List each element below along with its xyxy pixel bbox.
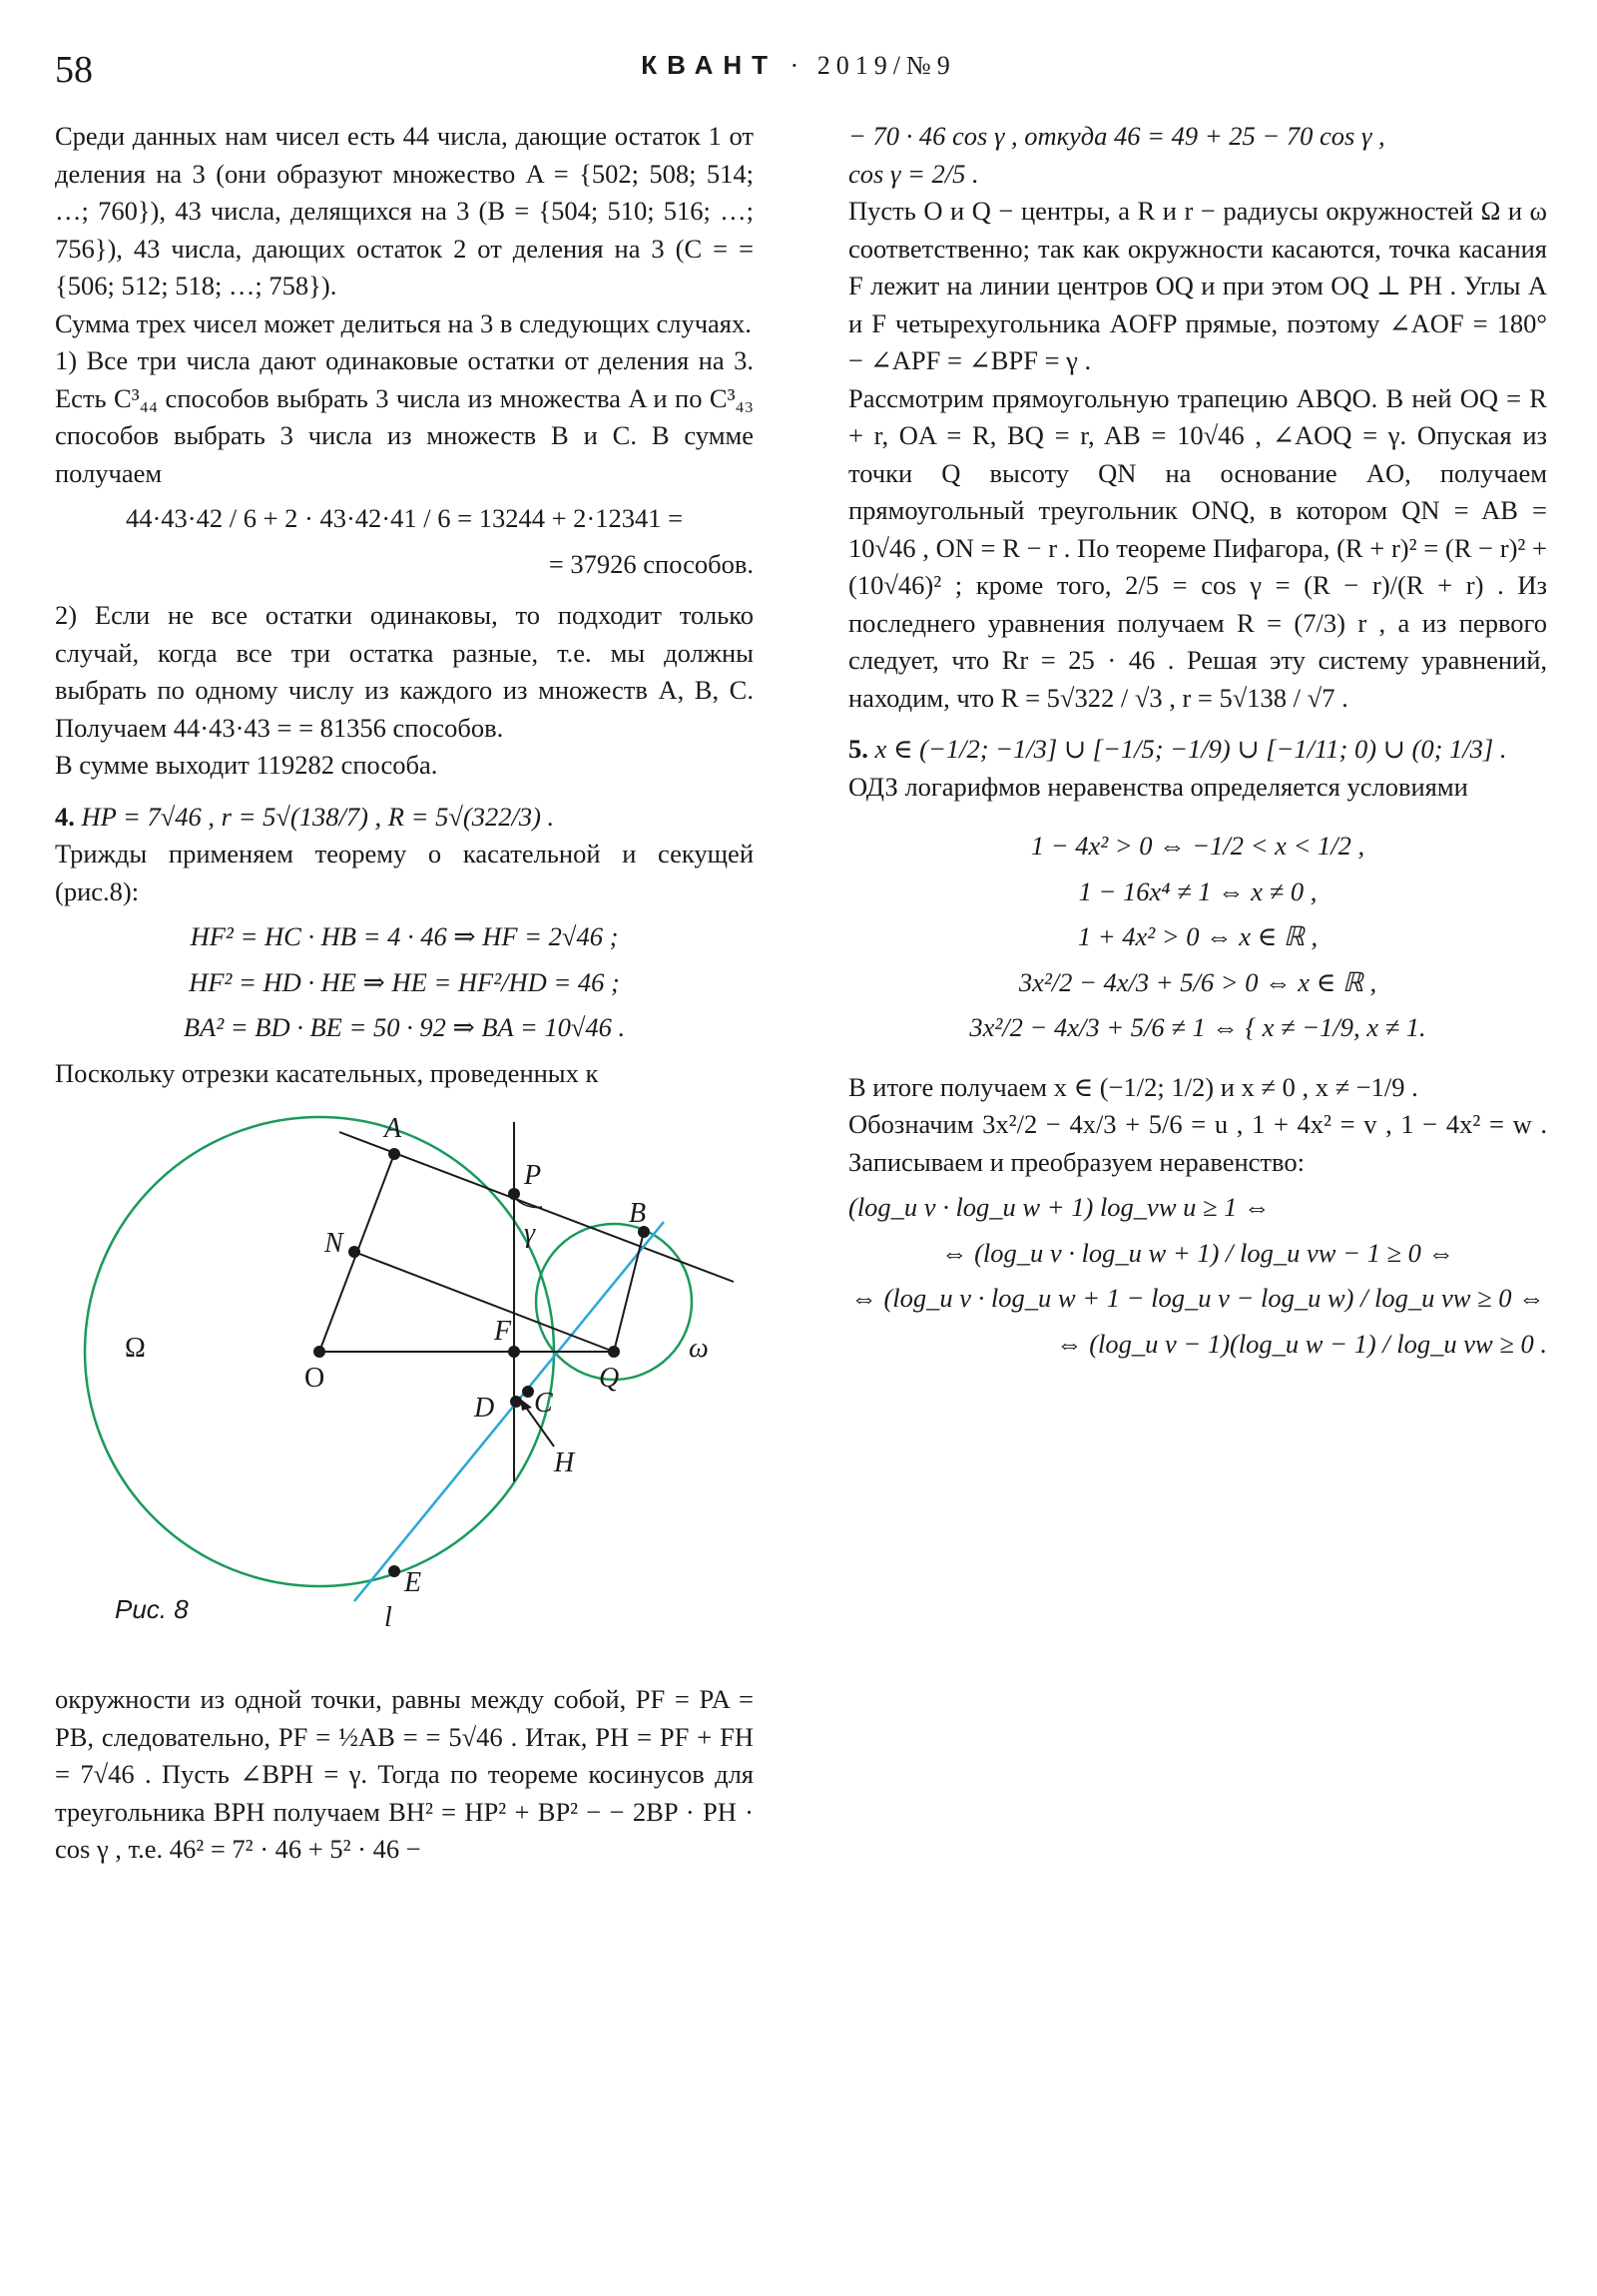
paragraph-case-1: 1) Все три числа дают одинаковые остатки от деления на 3. Есть C³₄₄ способов выбрать 3 числа из множества A и по C³₄₃ способов выбрать 3 числа из множеств B и C. В сумме получаем xyxy=(55,345,754,488)
figure-caption: Рис. 8 xyxy=(115,1594,189,1624)
inequality-1: (log_u v · log_u w + 1) log_vw u ≥ 1 ⇔ xyxy=(848,1192,1271,1222)
point-e xyxy=(388,1565,400,1577)
label-d: D xyxy=(474,1393,495,1424)
formula-cos-gamma: cos γ = 2/5 . xyxy=(848,158,979,189)
point-p xyxy=(508,1188,520,1200)
point-f xyxy=(508,1346,520,1358)
paragraph-sets: Среди данных нам чисел есть 44 числа, дающие остаток 1 от деления на 3 (они образуют множество A = {502; 508; 514; …; 760}), 43 числа, делящихся на 3 (B = {504; 510; 516; …; 756}), 43 числа, дающих остаток 2 от деления на 3 (C = = {506; 512; 518; …; 758}). xyxy=(55,121,754,300)
label-b: B xyxy=(629,1198,647,1229)
formula-combinations: 44·43·42 / 6 + 2 · 43·42·41 / 6 = 13244 + 2·12341 = xyxy=(125,503,684,533)
point-d xyxy=(510,1396,522,1408)
answer-5-text: x ∈ (−1/2; −1/3] ∪ [−1/5; −1/9) ∪ [−1/11; 0) ∪ (0; 1/3] . xyxy=(874,734,1507,764)
figure-8-drawing xyxy=(55,1102,754,1641)
label-f: F xyxy=(494,1316,512,1347)
paragraph-trapezoid: Рассмотрим прямоугольную трапецию ABQO. В ней OQ = R + r, OA = R, BQ = r, AB = 10√46 , ∠AOQ = γ. Опуская из точки Q высоту QN на основание AO, получаем прямоугольный треугольник ONQ, в котором QN = AB = 10√46 , ON = R − r . По теореме Пифагора, (R + r)² = (R − r)² + (10√46)² ; кроме того, 2/5 = cos γ = (R − r)/(R + r) . Из последнего уравнения получаем R = (7/3) r , а из первого следует, что Rr = 25 · 46 . Решая эту систему уравнений, находим, что R = 5√322 / √3 , r = 5√138 / √7 . xyxy=(848,382,1547,713)
condition-4: 3x²/2 − 4x/3 + 5/6 > 0 ⇔ x ∈ ℝ , xyxy=(1018,966,1377,997)
label-omega-small: ω xyxy=(689,1333,709,1364)
answer-4-label: 4. xyxy=(55,801,75,832)
answer-4 xyxy=(55,799,754,837)
formula-he: HF² = HD · HE ⇒ HE = HF²/HD = 46 ; xyxy=(189,966,620,997)
label-n: N xyxy=(324,1228,343,1259)
journal-issue: · 2019/№9 xyxy=(790,51,956,80)
point-c xyxy=(522,1386,534,1398)
point-n xyxy=(348,1246,360,1258)
point-q xyxy=(608,1346,620,1358)
label-h: H xyxy=(554,1447,575,1478)
label-gamma: γ xyxy=(524,1218,536,1249)
journal-title: КВАНТ xyxy=(641,50,779,80)
answer-4-text: HP = 7√46 , r = 5√(138/7) , R = 5√(322/3) . xyxy=(81,801,555,832)
segment-nq xyxy=(354,1252,614,1352)
inequality-4: ⇔ (log_u v − 1)(log_u w − 1) / log_u vw ≥ 0 . xyxy=(1056,1328,1547,1359)
paragraph-domain-result: В итоге получаем x ∈ (−1/2; 1/2) и x ≠ 0 , x ≠ −1/9 . xyxy=(848,1071,1418,1102)
paragraph-tangent-segments: Поскольку отрезки касательных, проведенных к xyxy=(55,1057,599,1088)
paragraph-case-2: 2) Если не все остатки одинаковы, то подходит только случай, когда все три остатка разные, т.е. мы должны выбрать по одному числу из каждого из множеств A, B, C. Получаем 44·43·43 = = 81356 способов. xyxy=(55,600,754,743)
inequality-3: ⇔ (log_u v · log_u w + 1 − log_u v − log_u w) / log_u vw ≥ 0 ⇔ xyxy=(850,1283,1545,1313)
point-o xyxy=(313,1346,325,1358)
formula-ba: BA² = BD · BE = 50 · 92 ⇒ BA = 10√46 . xyxy=(183,1012,626,1042)
label-a: A xyxy=(384,1113,402,1144)
condition-1: 1 − 4x² > 0 ⇔ −1/2 < x < 1/2 , xyxy=(1030,831,1365,861)
paragraph-cases: Сумма трех чисел может делиться на 3 в следующих случаях. xyxy=(55,307,752,338)
label-c: C xyxy=(534,1388,553,1419)
label-q: Q xyxy=(599,1363,620,1394)
formula-hf: HF² = HC · HB = 4 · 46 ⇒ HF = 2√46 ; xyxy=(190,921,619,951)
right-column xyxy=(848,118,1547,1371)
paragraph-substitution: Обозначим 3x²/2 − 4x/3 + 5/6 = u , 1 + 4x² = v , 1 − 4x² = w . Записываем и преобразуем неравенство: xyxy=(848,1109,1547,1177)
figure-8 xyxy=(55,1102,754,1681)
label-p: P xyxy=(524,1160,542,1191)
journal-masthead xyxy=(55,50,1542,81)
angle-gamma-arc xyxy=(514,1197,542,1207)
condition-2: 1 − 16x⁴ ≠ 1 ⇔ x ≠ 0 , xyxy=(1078,875,1318,906)
condition-3: 1 + 4x² > 0 ⇔ x ∈ ℝ , xyxy=(1077,921,1319,951)
formula-cos-derivation: − 70 · 46 cos γ , откуда 46 = 49 + 25 − 70 cos γ , xyxy=(848,121,1385,151)
paragraph-total: В сумме выходит 119282 способа. xyxy=(55,750,438,780)
paragraph-cosine-theorem: окружности из одной точки, равны между собой, PF = PA = PB, следовательно, PF = ½AB = = 5√46 . Итак, PH = PF + FH = 7√46 . Пусть ∠BPH = γ. Тогда по теореме косинусов для треугольника BPH получаем BH² = HP² + BP² − − 2BP · PH · cos γ , т.е. 46² = 7² · 46 + 5² · 46 − xyxy=(55,1684,754,1864)
label-e: E xyxy=(404,1567,422,1598)
left-column xyxy=(55,118,754,1869)
secant-line-l xyxy=(354,1222,664,1601)
label-o: O xyxy=(304,1363,325,1394)
formula-combinations-result: = 37926 способов. xyxy=(548,548,754,579)
paragraph-centers: Пусть O и Q − центры, а R и r − радиусы окружностей Ω и ω соответственно; так как окружности касаются, точка касания F лежит на линии центров OQ и при этом OQ ⊥ PH . Углы A и F четырехугольника AOFP прямые, поэтому ∠AOF = 180° − ∠APF = ∠BPF = γ . xyxy=(848,196,1547,375)
paragraph-domain: ОДЗ логарифмов неравенства определяется условиями xyxy=(848,771,1468,802)
page-number: 58 xyxy=(55,49,93,91)
condition-5: 3x²/2 − 4x/3 + 5/6 ≠ 1 ⇔ { x ≠ −1/9, x ≠ 1. xyxy=(969,1012,1426,1042)
answer-5-label: 5. xyxy=(848,734,868,764)
answer-5 xyxy=(848,731,1547,769)
point-a xyxy=(388,1148,400,1160)
paragraph-tangent-theorem: Трижды применяем теорему о касательной и секущей (рис.8): xyxy=(55,839,754,906)
label-omega-big: Ω xyxy=(125,1333,146,1364)
arrow-h-head xyxy=(520,1399,532,1411)
segment-qb xyxy=(614,1232,644,1352)
inequality-2: ⇔ (log_u v · log_u w + 1) / log_u vw − 1 ≥ 0 ⇔ xyxy=(940,1237,1455,1268)
page-header xyxy=(55,40,1542,100)
label-l: l xyxy=(384,1602,392,1633)
